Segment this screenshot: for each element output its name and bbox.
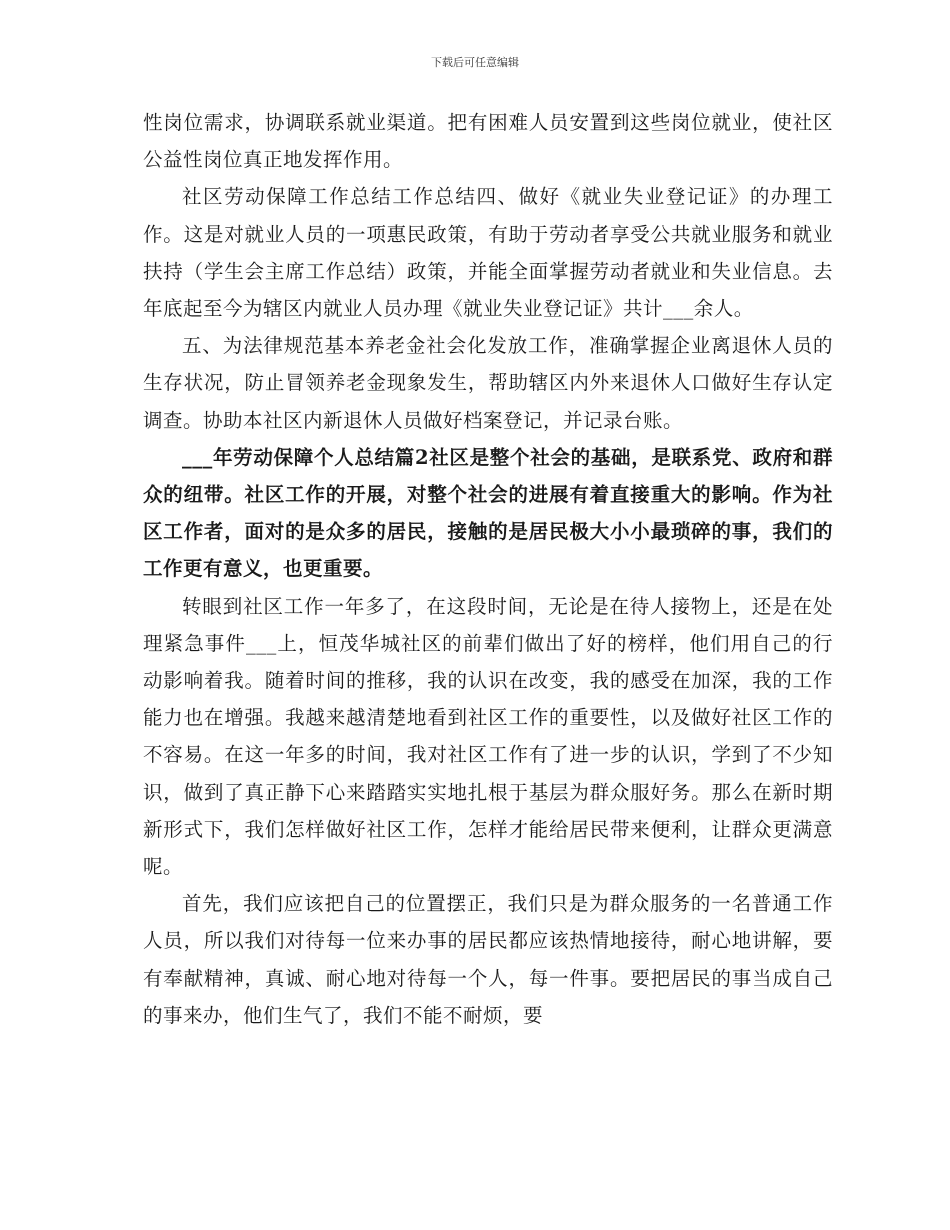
paragraph-5: 转眼到社区工作一年多了，在这段时间，无论是在待人接物上，还是在处理紧急事件___上，恒茂华城社区的前辈们做出了好的榜样，他们用自己的行动影响着我。随着时间的推移，我的认识在改变，我的感受在加深，我的工作能力也在增强。我越来越清楚地看到社区工作的重要性，以及做好社区工作的不容易。在这一年多的时间，我对社区工作有了进一步的认识，学到了不少知识，做到了真正静下心来踏踏实实地扎根于基层为群众服好务。那么在新时期新形式下，我们怎样做好社区工作，怎样才能给居民带来便利，让群众更满意呢。 [143, 594, 833, 879]
document-body [143, 104, 833, 1034]
page-header: 下载后可任意编辑 [431, 56, 519, 69]
paragraph-3: 五、为法律规范基本养老金社会化发放工作，准确掌握企业离退休人员的生存状况，防止冒领养老金现象发生，帮助辖区内外来退休人口做好生存认定调查。协助本社区内新退休人员做好档案登记，并记录台账。 [143, 334, 833, 432]
paragraph-1: 性岗位需求，协调联系就业渠道。把有困难人员安置到这些岗位就业，使社区公益性岗位真正地发挥作用。 [143, 111, 833, 172]
paragraph-2: 社区劳动保障工作总结工作总结四、做好《就业失业登记证》的办理工作。这是对就业人员的一项惠民政策，有助于劳动者享受公共就业服务和就业扶持（学生会主席工作总结）政策，并能全面掌握劳动者就业和失业信息。去年底起至今为辖区内就业人员办理《就业失业登记证》共计___余人。 [143, 185, 833, 321]
paragraph-4-bold: ___年劳动保障个人总结篇2社区是整个社会的基础，是联系党、政府和群众的纽带。社区工作的开展，对整个社会的进展有着直接重大的影响。作为社区工作者，面对的是众多的居民，接触的是居民极大小小最琐碎的事，我们的工作更有意义，也更重要。 [143, 445, 833, 581]
paragraph-6: 首先，我们应该把自己的位置摆正，我们只是为群众服务的一名普通工作人员，所以我们对待每一位来办事的居民都应该热情地接待，耐心地讲解，要有奉献精神，真诚、耐心地对待每一个人，每一件事。要把居民的事当成自己的事来办，他们生气了，我们不能不耐烦，要 [143, 892, 833, 1027]
